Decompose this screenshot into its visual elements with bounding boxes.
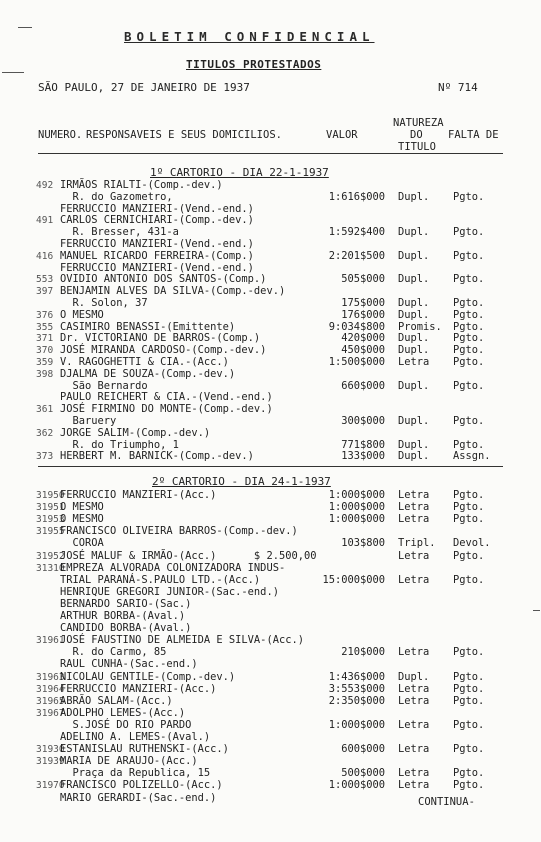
row-falta: Pgto. xyxy=(453,694,485,707)
row-responsavel: JOSÉ MALUF & IRMÃO-(Acc.) $ 2.500,00 xyxy=(60,549,317,562)
row-number: 371 xyxy=(36,333,54,345)
date-line: SÃO PAULO, 27 DE JANEIRO DE 1937 xyxy=(38,81,250,94)
row-responsavel: TRIAL PARANÁ-S.PAULO LTD.-(Acc.) xyxy=(60,573,261,586)
row-valor: 1:000$000 xyxy=(328,718,385,731)
table-row xyxy=(0,708,541,719)
table-row xyxy=(0,732,541,743)
row-falta: Pgto. xyxy=(453,779,485,792)
row-number: 373 xyxy=(36,451,54,463)
row-natureza: Dupl. xyxy=(398,190,430,203)
row-natureza: Dupl. xyxy=(398,415,430,427)
row-natureza: Promis. xyxy=(398,320,442,333)
row-natureza: Letra xyxy=(398,779,430,792)
row-valor: 1:000$000 xyxy=(328,501,385,514)
row-natureza: Dupl. xyxy=(398,670,430,683)
margin-mark xyxy=(533,610,540,611)
row-falta: Devol. xyxy=(453,537,491,550)
row-natureza: Letra xyxy=(398,718,430,731)
document-subtitle: TITULOS PROTESTADOS xyxy=(186,58,322,71)
row-responsavel: RAUL CUNHA-(Sac.-end.) xyxy=(60,658,198,671)
table-row xyxy=(0,623,541,634)
header-rule xyxy=(38,153,503,154)
row-number: 31970 xyxy=(36,780,65,792)
row-number: 31950 xyxy=(36,490,65,501)
row-responsavel: ESTANISLAU RUTHENSKI-(Acc.) xyxy=(60,743,229,756)
row-responsavel: JORGE SALIM-(Comp.-dev.) xyxy=(60,426,211,439)
row-responsavel: FERRUCCIO MANZIERI-(Acc.) xyxy=(60,682,217,695)
row-number: 31964 xyxy=(36,683,65,695)
row-responsavel: FERRUCCIO MANZIERI-(Vend.-end.) xyxy=(60,238,254,250)
table-row xyxy=(0,274,541,285)
table-row xyxy=(0,575,541,586)
row-natureza: Letra xyxy=(398,743,430,756)
table-row xyxy=(0,563,541,574)
row-valor: 420$000 xyxy=(341,332,385,345)
row-natureza: Dupl. xyxy=(398,226,430,239)
row-natureza: Dupl. xyxy=(398,308,430,321)
row-valor: 1:616$000 xyxy=(328,190,385,203)
section1-title: 1º CARTORIO - DIA 22-1-1937 xyxy=(150,166,329,179)
row-valor: 1:000$000 xyxy=(328,779,385,792)
row-natureza: Letra xyxy=(398,694,430,707)
row-falta: Pgto. xyxy=(453,226,485,239)
row-responsavel: Dr. VICTORIANO DE BARROS-(Comp.) xyxy=(60,332,261,345)
row-natureza: Dupl. xyxy=(398,438,430,451)
row-number: 31310 xyxy=(36,562,65,574)
row-responsavel: NICOLAU GENTILE-(Comp.-dev.) xyxy=(60,670,236,683)
table-row xyxy=(0,227,541,238)
table-row xyxy=(0,333,541,344)
row-falta: Pgto. xyxy=(453,273,485,286)
row-responsavel: DJALMA DE SOUZA-(Comp.-dev.) xyxy=(60,367,236,380)
row-valor: 450$000 xyxy=(341,344,385,357)
table-row xyxy=(0,215,541,226)
row-number: 31965 xyxy=(36,695,65,707)
row-responsavel: R. do Carmo, 85 xyxy=(60,646,167,659)
row-responsavel: Baruery xyxy=(60,415,117,427)
row-responsavel: OVIDIO ANTONIO DOS SANTOS-(Comp.) xyxy=(60,273,267,286)
row-valor: 660$000 xyxy=(341,379,385,392)
row-responsavel: V. RAGOGHETTI & CIA.-(Acc.) xyxy=(60,356,229,368)
row-responsavel: ADELINO A. LEMES-(Aval.) xyxy=(60,731,211,743)
row-responsavel: FRANCISCO OLIVEIRA BARROS-(Comp.-dev.) xyxy=(60,525,298,538)
row-responsavel: BENJAMIN ALVES DA SILVA-(Comp.-dev.) xyxy=(60,285,286,298)
bulletin-number: Nº 714 xyxy=(438,81,478,94)
col-responsaveis: RESPONSAVEIS E SEUS DOMICILIOS. xyxy=(86,129,282,141)
table-row xyxy=(0,392,541,403)
table-row xyxy=(0,587,541,598)
row-natureza: Dupl. xyxy=(398,249,430,262)
row-valor: 103$800 xyxy=(341,537,385,550)
table-row xyxy=(0,611,541,622)
table-row xyxy=(0,192,541,203)
row-responsavel: IRMÃOS RIALTI-(Comp.-dev.) xyxy=(60,179,223,191)
row-natureza: Letra xyxy=(398,356,430,368)
table-row xyxy=(0,768,541,779)
row-responsavel: ARTHUR BORBA-(Aval.) xyxy=(60,610,186,622)
row-falta: Pgto. xyxy=(453,356,485,368)
row-falta: Pgto. xyxy=(453,249,485,262)
row-number: 31955 xyxy=(36,526,65,538)
table-row xyxy=(0,440,541,451)
col-natureza-3: TITULO xyxy=(398,141,436,153)
row-responsavel: FERRUCCIO MANZIERI-(Vend.-end.) xyxy=(60,261,254,274)
table-row xyxy=(0,404,541,415)
row-number: 416 xyxy=(36,250,54,262)
row-falta: Pgto. xyxy=(453,489,485,501)
row-responsavel: CARLOS CERNICHIARI-(Comp.-dev.) xyxy=(60,214,254,227)
row-falta: Pgto. xyxy=(453,718,485,731)
margin-mark xyxy=(2,72,24,73)
row-valor: 505$000 xyxy=(341,273,385,286)
row-natureza: Letra xyxy=(398,489,430,501)
row-responsavel: O MESMO xyxy=(60,513,104,526)
row-number: 31963 xyxy=(36,671,65,683)
row-responsavel: JOSÉ MIRANDA CARDOSO-(Comp.-dev.) xyxy=(60,344,267,357)
table-row xyxy=(0,720,541,731)
row-responsavel: R. do Triumpho, 1 xyxy=(60,438,179,451)
row-valor: 1:436$000 xyxy=(328,670,385,683)
table-row xyxy=(0,599,541,610)
row-valor: 1:000$000 xyxy=(328,513,385,526)
row-natureza: Letra xyxy=(398,767,430,780)
row-number: 31930 xyxy=(36,744,65,756)
row-falta: Pgto. xyxy=(453,513,485,526)
row-natureza: Dupl. xyxy=(398,379,430,392)
row-responsavel: O MESMO xyxy=(60,501,104,514)
row-falta: Pgto. xyxy=(453,320,485,333)
table-row xyxy=(0,514,541,525)
row-natureza: Letra xyxy=(398,549,430,562)
row-valor: 9:034$800 xyxy=(328,320,385,333)
row-number: 362 xyxy=(36,427,54,439)
row-falta: Pgto. xyxy=(453,549,485,562)
table-row xyxy=(0,502,541,513)
row-valor: 210$000 xyxy=(341,646,385,659)
row-responsavel: BERNARDO SARIO-(Sac.) xyxy=(60,597,192,610)
table-row xyxy=(0,180,541,191)
row-number: 492 xyxy=(36,180,54,191)
row-responsavel: R. do Gazometro, xyxy=(60,190,173,203)
row-valor: 2:350$000 xyxy=(328,694,385,707)
row-responsavel: PAULO REICHERT & CIA.-(Vend.-end.) xyxy=(60,391,273,404)
row-natureza: Dupl. xyxy=(398,332,430,345)
row-valor: 175$000 xyxy=(341,297,385,309)
row-natureza: Letra xyxy=(398,573,430,586)
row-responsavel: MARIO GERARDI-(Sac.-end.) xyxy=(60,791,217,804)
row-responsavel: ABRÃO SALAM-(Acc.) xyxy=(60,694,173,707)
row-number: 31967 xyxy=(36,707,65,719)
row-number: 355 xyxy=(36,321,54,333)
table-row xyxy=(0,744,541,755)
row-natureza: Letra xyxy=(398,682,430,695)
row-responsavel: R. Bresser, 431-a xyxy=(60,226,179,239)
margin-mark xyxy=(18,27,32,28)
row-responsavel: EMPREZA ALVORADA COLONIZADORA INDUS- xyxy=(60,561,286,574)
row-number: 31939 xyxy=(36,756,65,768)
row-falta: Pgto. xyxy=(453,297,485,309)
row-natureza: Dupl. xyxy=(398,450,430,463)
col-natureza-2: DO xyxy=(410,129,423,141)
row-responsavel: S.JOSÉ DO RIO PARDO xyxy=(60,718,192,731)
section1-end-rule xyxy=(38,466,503,467)
row-falta: Pgto. xyxy=(453,344,485,357)
row-falta: Pgto. xyxy=(453,379,485,392)
table-row xyxy=(0,538,541,549)
table-row xyxy=(0,451,541,462)
row-falta: Pgto. xyxy=(453,767,485,780)
table-row xyxy=(0,239,541,250)
row-responsavel: ADOLPHO LEMES-(Acc.) xyxy=(60,706,186,719)
row-responsavel: MANUEL RICARDO FERREIRA-(Comp.) xyxy=(60,249,254,262)
row-responsavel: JOSÉ FAUSTINO DE ALMEIDA E SILVA-(Acc.) xyxy=(60,634,304,647)
row-number: 31953 xyxy=(36,514,65,526)
table-row xyxy=(0,310,541,321)
row-valor: 771$800 xyxy=(341,438,385,451)
table-row xyxy=(0,345,541,356)
table-row xyxy=(0,659,541,670)
row-falta: Pgto. xyxy=(453,332,485,345)
row-valor: 3:553$000 xyxy=(328,682,385,695)
row-falta: Pgto. xyxy=(453,646,485,659)
table-row xyxy=(0,204,541,215)
table-row xyxy=(0,780,541,791)
table-row xyxy=(0,263,541,274)
row-responsavel: FRANCISCO POLIZELLO-(Acc.) xyxy=(60,779,223,792)
table-row xyxy=(0,357,541,368)
row-falta: Pgto. xyxy=(453,743,485,756)
row-falta: Pgto. xyxy=(453,415,485,427)
row-valor: 300$000 xyxy=(341,415,385,427)
row-number: 359 xyxy=(36,357,54,368)
col-natureza-1: NATUREZA xyxy=(393,117,444,129)
row-responsavel: O MESMO xyxy=(60,308,104,321)
row-number: 370 xyxy=(36,345,54,357)
row-valor: 1:000$000 xyxy=(328,489,385,501)
row-natureza: Letra xyxy=(398,501,430,514)
row-natureza: Letra xyxy=(398,646,430,659)
row-valor: 1:592$400 xyxy=(328,226,385,239)
row-responsavel: COROA xyxy=(60,537,104,550)
table-row xyxy=(0,381,541,392)
row-valor: 1:500$000 xyxy=(328,356,385,368)
table-row xyxy=(0,490,541,501)
table-row xyxy=(0,684,541,695)
row-number: 397 xyxy=(36,286,54,298)
table-row xyxy=(0,369,541,380)
row-number: 31952 xyxy=(36,550,65,562)
row-valor: 600$000 xyxy=(341,743,385,756)
row-valor: 133$000 xyxy=(341,450,385,463)
document-title: BOLETIM CONFIDENCIAL xyxy=(124,29,375,44)
row-responsavel: FERRUCCIO MANZIERI-(Acc.) xyxy=(60,489,217,501)
row-number: 31961 xyxy=(36,635,65,647)
row-natureza: Letra xyxy=(398,513,430,526)
row-responsavel: HERBERT M. BARNICK-(Comp.-dev.) xyxy=(60,450,254,463)
row-falta: Pgto. xyxy=(453,682,485,695)
row-natureza: Dupl. xyxy=(398,344,430,357)
table-row xyxy=(0,551,541,562)
table-row xyxy=(0,322,541,333)
section2-title: 2º CARTORIO - DIA 24-1-1937 xyxy=(152,475,331,488)
col-numero: NUMERO. xyxy=(38,129,83,141)
row-responsavel: JOSÉ FIRMINO DO MONTE-(Comp.-dev.) xyxy=(60,403,273,416)
row-natureza: Tripl. xyxy=(398,537,436,550)
row-natureza: Dupl. xyxy=(398,297,430,309)
row-falta: Pgto. xyxy=(453,573,485,586)
table-row xyxy=(0,756,541,767)
row-valor: 15:000$000 xyxy=(322,573,385,586)
row-responsavel: CASIMIRO BENASSI-(Emittente) xyxy=(60,320,236,333)
row-valor: 176$000 xyxy=(341,308,385,321)
row-responsavel: São Bernardo xyxy=(60,379,148,392)
row-falta: Pgto. xyxy=(453,670,485,683)
row-number: 31951 xyxy=(36,502,65,514)
table-row xyxy=(0,647,541,658)
table-row xyxy=(0,635,541,646)
row-valor: 2:201$500 xyxy=(328,249,385,262)
col-falta: FALTA DE xyxy=(448,129,499,141)
row-number: 491 xyxy=(36,215,54,227)
row-falta: Pgto. xyxy=(453,438,485,451)
table-row xyxy=(0,672,541,683)
row-number: 398 xyxy=(36,368,54,380)
row-responsavel: HENRIQUE GREGORI JUNIOR-(Sac.-end.) xyxy=(60,585,279,598)
row-responsavel: CANDIDO BORBA-(Aval.) xyxy=(60,622,192,635)
table-row xyxy=(0,286,541,297)
row-falta: Assgn. xyxy=(453,450,491,463)
row-number: 553 xyxy=(36,274,54,286)
table-row xyxy=(0,251,541,262)
row-number: 376 xyxy=(36,309,54,321)
continua-label: CONTINUA- xyxy=(418,796,475,808)
row-valor: 500$000 xyxy=(341,767,385,780)
row-falta: Pgto. xyxy=(453,190,485,203)
row-number: 361 xyxy=(36,404,54,416)
row-responsavel: R. Solon, 37 xyxy=(60,297,148,309)
col-valor: VALOR xyxy=(326,129,358,141)
row-natureza: Dupl. xyxy=(398,273,430,286)
table-row xyxy=(0,696,541,707)
row-responsavel: MARIA DE ARAUJO-(Acc.) xyxy=(60,755,198,768)
table-row xyxy=(0,428,541,439)
row-responsavel: Praça da Republica, 15 xyxy=(60,767,211,780)
table-row xyxy=(0,298,541,309)
row-responsavel: FERRUCCIO MANZIERI-(Vend.-end.) xyxy=(60,202,254,215)
table-row xyxy=(0,526,541,537)
row-falta: Pgto. xyxy=(453,501,485,514)
table-row xyxy=(0,416,541,427)
row-falta: Pgto. xyxy=(453,308,485,321)
